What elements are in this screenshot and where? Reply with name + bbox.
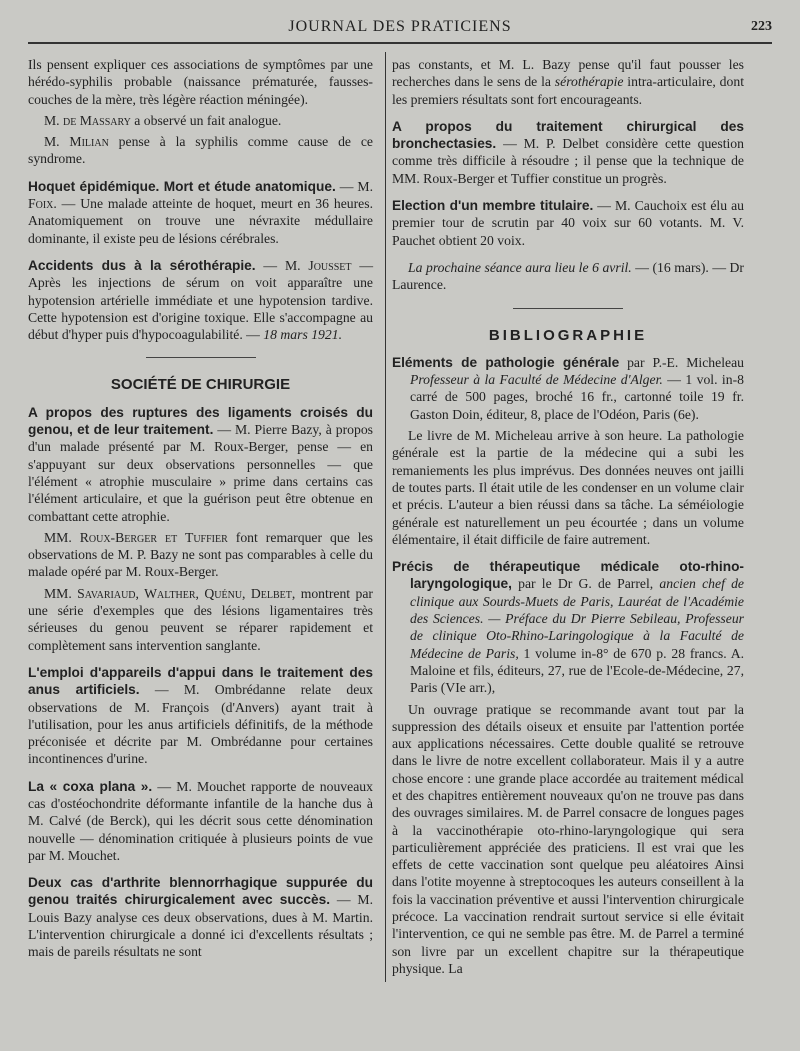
section-rule (513, 308, 623, 309)
section-title: BIBLIOGRAPHIE (488, 326, 648, 344)
paragraph: MM. Savariaud, Walther, Quénu, Delbet, montrent par une série d'exemples que des lésions ligamentaires très sérieuses du genou peuvent se réparer rapidement et complètement sans intervention sanglante. (28, 585, 373, 653)
paragraph: pas constants, et M. L. Bazy pense qu'il faut pousser les recherches dans le sens de la sérothérapie intra-articulaire, dont les premiers résultats sont fort encourageants. (392, 57, 745, 107)
item-title: Hoquet épidémique. Mort et étude anatomique. (28, 178, 336, 194)
item-title: A propos des ruptures des ligaments croisés du genou, et de leur traitement. (28, 404, 373, 438)
item-title: A propos du traitement chirurgical des bronchectasies. (392, 118, 744, 152)
section-rule (146, 357, 256, 358)
paragraph: M. de Massary a observé un fait analogue. (44, 112, 282, 128)
right-column (392, 56, 744, 981)
paragraph: Election d'un membre titulaire. — M. Cauchoix est élu au premier tour de scrutin par 40 voix sur 60 votants. M. V. Pauchet obtient 20 voix. (392, 198, 744, 248)
page-header (28, 16, 772, 42)
item-title: Election d'un membre titulaire. (392, 198, 594, 214)
paragraph: Un ouvrage pratique se recommande avant tout par la suppression des détails oiseux et ensuite par l'attention portée aux applications nécessaires. Cette double qualité se retrouve dans le livre de notre excellent collaborateur. Mais il y a autre chose encore : une grande place accordée au traitement médical et des chapitres entièrement nouveaux qu'on ne trouve pas dans des ouvrages similaires. M. de Parrel consacre de longues pages à la vaccinothérapie oto-rhino-laryngologique qui sera particulièrement appréciée des praticiens. Il est vrai que les effets de cette vaccination sont quelque peu aléatoires Ainsi dans l'otite moyenne à streptocoques les auteurs conseillent à la fois la vaccination préventive et aussi l'intervention chirurgicale précoce. La vaccination rendrait surtout service si elle évitait l'intervention, ce qui ne semble pas être. M. de Parrel a terminé son livre par un excellent chapitre sur la thérapeutique physique. La (392, 701, 744, 976)
book-title: Eléments de pathologie générale (392, 354, 620, 370)
left-column (28, 56, 373, 965)
paragraph: MM. Roux-Berger et Tuffier font remarquer que les observations de M. P. Bazy ne sont pas comparables à celle du malade opéré par M. Roux-Berger. (28, 529, 373, 580)
header-rule (28, 42, 772, 44)
paragraph: L'emploi d'appareils d'appui dans le traitement des anus artificiels. — M. Ombrédanne relate deux observations de M. François (d'Anvers) ayant trait à l'utilisation, pour les anus artificiels définitifs, de la méthode préconisée et décrite par M. Ombrédanne pour certaines incontinences d'urine. (28, 664, 374, 767)
paragraph: Hoquet épidémique. Mort et étude anatomique. — M. Foix. — Une malade atteinte de hoquet, meurt en 36 heures. Anatomiquement on trouve une névraxite médullaire dominante, il existe peu de lésions cérébrales. (28, 178, 373, 246)
paragraph: Deux cas d'arthrite blennorrhagique suppurée du genou traités chirurgicalement avec succès. — M. Louis Bazy analyse ces deux observations, dues à M. Martin. L'intervention chirurgicale a donné ici d'excellents résultats ; mais de pareils résultats ne sont (28, 875, 374, 960)
page-number: 223 (751, 19, 772, 34)
column-divider (385, 52, 386, 982)
paragraph: Accidents dus à la sérothérapie. — M. Jousset — Après les injections de sérum on voit apparaître une hypotension artérielle immédiate et une hypotension tardive. Cette hypotension est d'origine toxique. Elle s'accompagne au début d'hyper puis d'hypocoagulabilité. — 18 mars 1921. (28, 257, 374, 343)
paragraph: A propos du traitement chirurgical des bronchectasies. — M. P. Delbet considère cette question comme très difficile à résoudre ; il pense que la technique de MM. Roux-Berger et Tuffier constitue un progrès. (392, 118, 744, 186)
item-title: Accidents dus à la sérothérapie. (28, 257, 256, 273)
paragraph: M. Milian pense à la syphilis comme cause de ce syndrome. (28, 134, 373, 167)
paragraph: La prochaine séance aura lieu le 6 avril. — (16 mars). — Dr Laurence. (392, 259, 744, 293)
item-title: La « coxa plana ». (28, 778, 153, 794)
book-title: Précis de thérapeutique médicale oto-rhino-laryngologique, (392, 559, 744, 592)
paragraph: Le livre de M. Micheleau arrive à son heure. La pathologie générale est la partie de la médecine qui a subi les remaniements les plus imprévus. Des données neuves ont jailli de toutes parts. Il était utile de les condenser en un volume clair et précis. L'auteur a bien réussi dans sa tâche. La séméiologie générale est naturellement un peu écourtée ; dans un volume élémentaire, il était difficile de faire autrement. (392, 428, 744, 547)
item-title: Deux cas d'arthrite blennorrhagique suppurée du genou traités chirurgicalement avec succès. (28, 875, 373, 908)
paragraph: A propos des ruptures des ligaments croisés du genou, et de leur traitement. — M. Pierre Bazy, à propos d'un malade présenté par M. Roux-Berger, pense — en s'appuyant sur deux observations personnelles — que l'élément « atrophie musculaire » prime dans certains cas l'élément articulaire, et que la guérison peut être obtenue en combattant cette atrophie. (28, 404, 374, 524)
paragraph: Ils pensent expliquer ces associations de symptômes par une hérédo-syphilis probable (naissance prématurée, fausses-couches de la mère, très légère réaction méningée). (28, 57, 373, 107)
paragraph: La « coxa plana ». — M. Mouchet rapporte de nouveaux cas d'ostéochondrite déformante infantile de la hanche dus à M. Calvé (de Berck), qui les décrit sous cette dénomination nouvelle — dénomination critiquée à plusieurs points de vue par M. Mouchet. (28, 778, 373, 863)
bibliography-entry: Eléments de pathologie générale par P.-E. Micheleau Professeur à la Faculté de Médecine d'Alger. — 1 vol. in-8 carré de 500 pages, broché 16 fr., cartonné toile 19 fr. Gaston Doin, éditeur, 8, place de l'Odéon, Paris (6e). (392, 354, 744, 422)
journal-title: JOURNAL DES PRATICIENS (288, 18, 512, 35)
section-title: SOCIÉTÉ DE CHIRURGIE (110, 376, 291, 394)
item-title: L'emploi d'appareils d'appui dans le traitement des anus artificiels. (28, 664, 373, 698)
bibliography-entry: Précis de thérapeutique médicale oto-rhino-laryngologique, par le Dr G. de Parrel, ancien chef de clinique aux Sourds-Muets de Paris, Lauréat de l'Académie des Sciences. — Préface du Dr Pierre Sebileau, Professeur de clinique Oto-Rhino-Laringologique à la Faculté de Médecine de Paris, 1 volume in-8° de 670 p. 28 francs. A. Maloine et fils, éditeurs, 27, rue de l'Ecole-de-Médecine, 27, Paris (VIe arr.), (392, 559, 745, 696)
